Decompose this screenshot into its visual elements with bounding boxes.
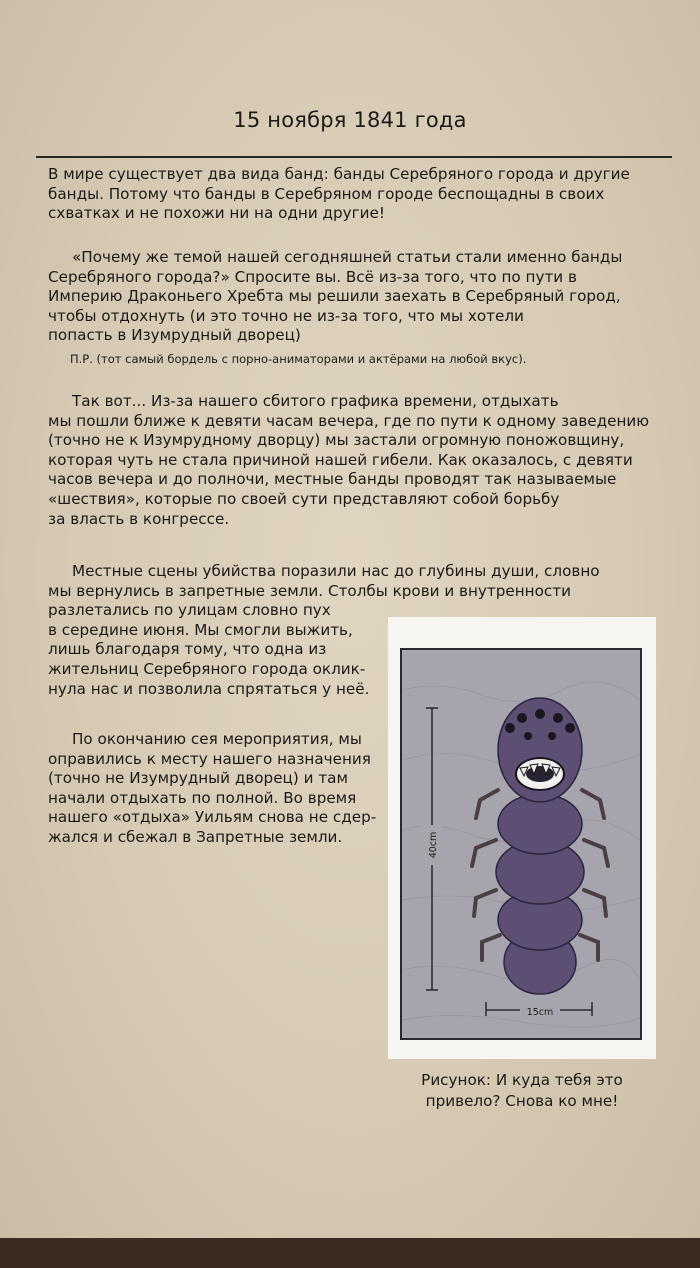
text-line: «Почему же темой нашей сегодняшней статьи стали именно банды	[72, 248, 623, 266]
page-title: 15 ноября 1841 года	[233, 108, 467, 132]
text-line: начали отдыхать по полной. Во время	[48, 788, 357, 807]
caption-line: привело? Снова ко мне!	[425, 1092, 619, 1110]
text-line: мы пошли ближе к девяти часам вечера, где по пути к одному заведению	[48, 411, 650, 430]
height-label: 40cm	[428, 831, 439, 859]
text-line: за власть в конгрессе.	[48, 509, 230, 528]
paragraph-3	[48, 392, 649, 529]
text-line: мы вернулись в запретные земли. Столбы крови и внутренности	[48, 581, 571, 600]
paragraph-2	[48, 248, 622, 346]
width-label: 15cm	[526, 1007, 554, 1018]
text-line: разлетались по улицам словно пух	[48, 601, 331, 620]
paragraph-1	[48, 165, 630, 224]
creature-drawing	[402, 650, 640, 1038]
text-line: чтобы отдохнуть (и это точно не из-за того, что мы хотели	[48, 306, 524, 325]
text-line: (точно не Изумрудный дворец) и там	[48, 769, 348, 788]
text-line: нула нас и позволила спрятаться у неё.	[48, 679, 370, 698]
text-line: попасть в Изумрудный дворец)	[48, 326, 301, 345]
title-divider	[36, 156, 672, 158]
text-line: Империю Драконьего Хребта мы решили заехать в Серебряный город,	[48, 287, 621, 306]
creature-illustration	[400, 648, 642, 1040]
text-line: «шествия», которые по своей сути представляют собой борьбу	[48, 489, 560, 508]
text-line: часов вечера и до полночи, местные банды проводят так называемые	[48, 470, 617, 489]
text-line: Так вот... Из-за нашего сбитого графика времени, отдыхать	[72, 392, 559, 410]
bottom-bar	[0, 1238, 700, 1268]
text-line: П.Р. (тот самый бордель с порно-аниматорами и актёрами на любой вкус).	[70, 352, 527, 366]
text-line: По окончанию сея мероприятия, мы	[72, 730, 362, 748]
text-line: лишь благодаря тому, что одна из	[48, 640, 327, 659]
text-line: Серебряного города?» Спросите вы. Всё из-за того, что по пути в	[48, 267, 577, 286]
text-line: жительниц Серебряного города оклик-	[48, 659, 366, 678]
text-line: которая чуть не стала причиной нашей гибели. Как оказалось, с девяти	[48, 450, 633, 469]
text-line: оправились к месту нашего назначения	[48, 749, 371, 768]
text-line: в середине июня. Мы смогли выжить,	[48, 620, 353, 639]
text-line: нашего «отдыха» Уильям снова не сдер-	[48, 808, 377, 827]
caption-line: Рисунок: И куда тебя это	[421, 1071, 623, 1089]
text-line: банды. Потому что банды в Серебряном городе беспощадны в своих	[48, 184, 605, 203]
postscript-note	[70, 352, 526, 366]
text-line: жался и сбежал в Запретные земли.	[48, 827, 343, 846]
paragraph-5	[48, 730, 376, 848]
text-line: схватках и не похожи ни на одни другие!	[48, 204, 385, 223]
text-line: Местные сцены убийства поразили нас до глубины души, словно	[72, 562, 600, 580]
text-line: (точно не к Изумрудному дворцу) мы застали огромную поножовщину,	[48, 431, 625, 450]
figure-caption	[388, 1070, 656, 1112]
text-line: В мире существует два вида банд: банды Серебряного города и другие	[48, 165, 630, 183]
